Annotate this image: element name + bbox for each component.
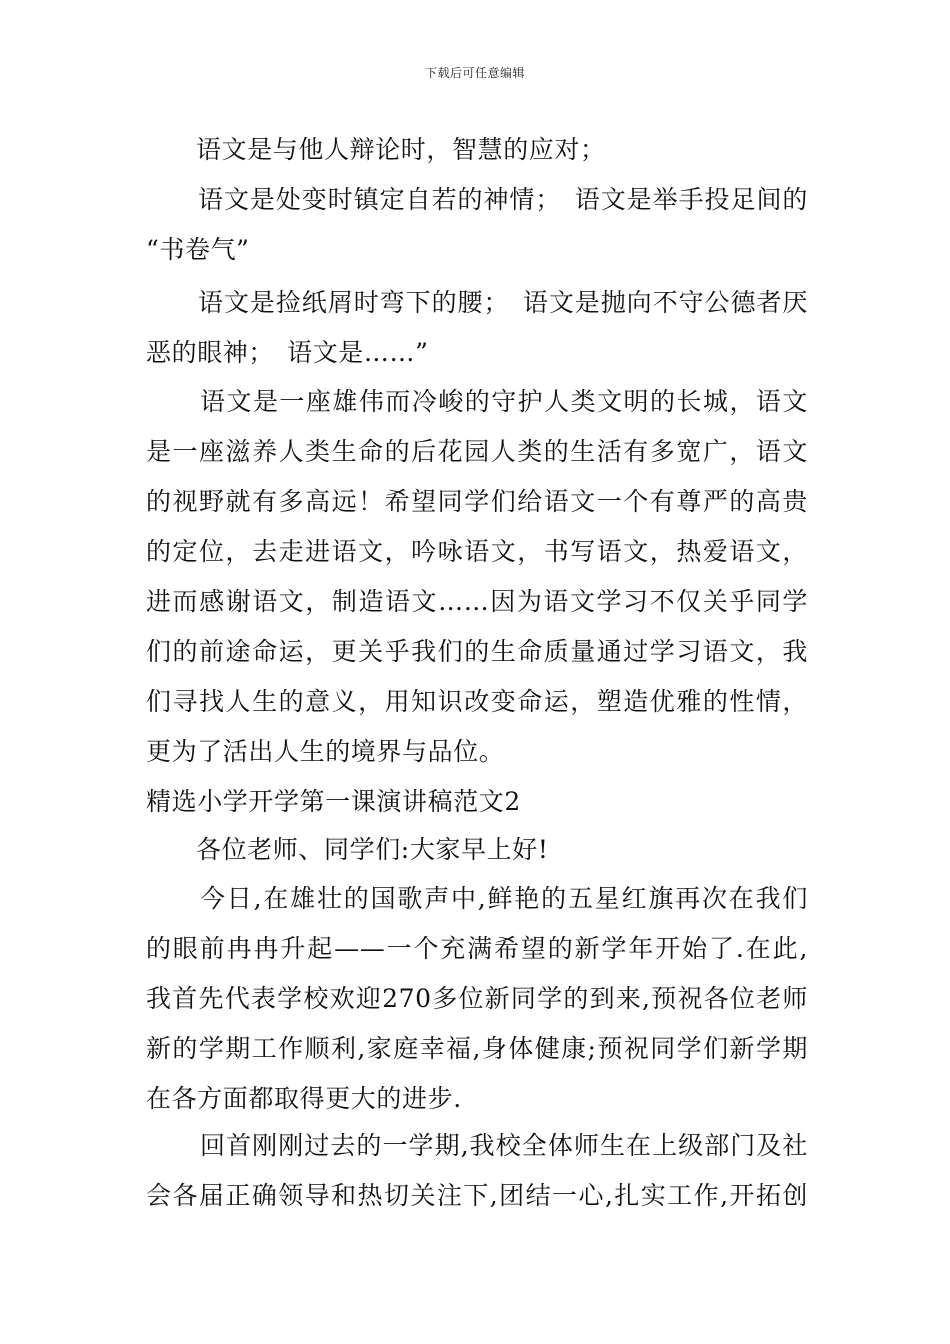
text-line: 各位老师、同学们:大家早上好!: [196, 835, 549, 864]
text-line: 是一座滋养人类生命的后花园人类的生活有多宽广，语文: [146, 437, 808, 466]
text-line: “书卷气”: [146, 235, 250, 264]
page-header-note: 下载后可任意编辑: [424, 66, 525, 80]
text-line: 新的学期工作顺利,家庭幸福,身体健康;预祝同学们新学期: [146, 1034, 808, 1063]
text-line: 语文是一座雄伟而冷峻的守护人类文明的长城，语文: [200, 387, 808, 416]
text-line: 语文是与他人辩论时，智慧的应对；: [196, 135, 606, 164]
text-line: 们寻找人生的意义，用知识改变命运，塑造优雅的性情，: [146, 687, 808, 716]
text-line: 进而感谢语文，制造语文……因为语文学习不仅关乎同学: [146, 587, 808, 616]
text-line: 语文是处变时镇定自若的神情； 语文是举手投足间的: [198, 185, 808, 214]
text-line: 会各届正确领导和热切关注下,团结一心,扎实工作,开拓创: [146, 1181, 808, 1210]
text-line: 们的前途命运，更关乎我们的生命质量通过学习语文，我: [146, 637, 808, 666]
text-line: 的定位，去走进语文，吟咏语文，书写语文，热爱语文，: [146, 537, 808, 566]
text-line: 更为了活出人生的境界与品位。: [146, 737, 505, 766]
text-line: 在各方面都取得更大的进步.: [146, 1084, 462, 1113]
text-line: 我首先代表学校欢迎270多位新同学的到来,预祝各位老师: [146, 984, 808, 1013]
text-line: 恶的眼神； 语文是……”: [146, 338, 429, 367]
text-line: 今日,在雄壮的国歌声中,鲜艳的五星红旗再次在我们: [200, 884, 808, 913]
text-line: 的视野就有多高远！希望同学们给语文一个有尊严的高贵: [146, 487, 808, 516]
section-heading: 精选小学开学第一课演讲稿范文2: [146, 787, 521, 816]
text-line: 回首刚刚过去的一学期,我校全体师生在上级部门及社: [200, 1131, 808, 1160]
text-line: 语文是捡纸屑时弯下的腰； 语文是抛向不守公德者厌: [198, 288, 808, 317]
text-line: 的眼前冉冉升起——一个充满希望的新学年开始了.在此,: [146, 934, 808, 963]
